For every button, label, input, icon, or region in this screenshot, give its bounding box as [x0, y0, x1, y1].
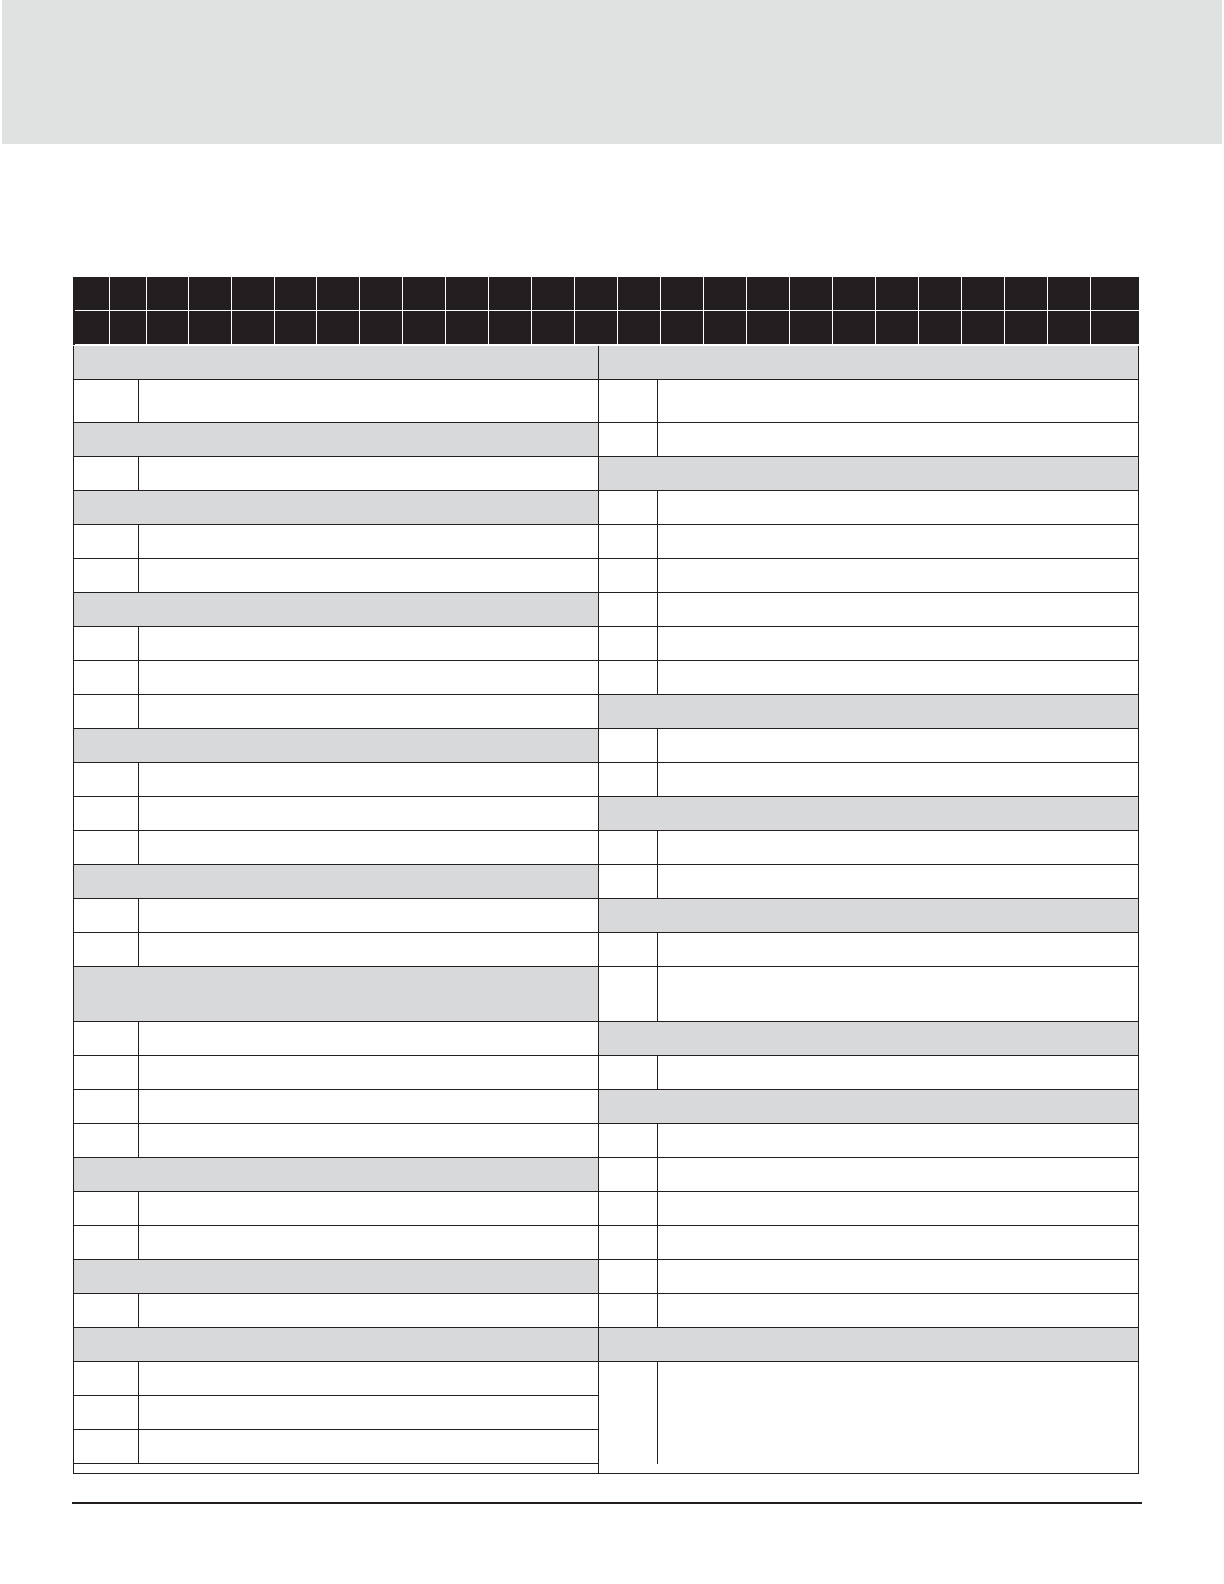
- line-number: [599, 593, 658, 626]
- section-header: [74, 865, 598, 899]
- section-header: [74, 346, 598, 380]
- line-number: [599, 831, 658, 864]
- field-value[interactable]: [658, 380, 1138, 422]
- field-value[interactable]: [139, 661, 598, 694]
- header-grid-cell: [275, 311, 317, 345]
- merged-field[interactable]: [599, 1362, 1138, 1464]
- field-value[interactable]: [139, 797, 598, 830]
- section-title: [74, 1328, 90, 1361]
- section-header: [74, 593, 598, 627]
- form-row: [599, 491, 1138, 525]
- section-header: [74, 729, 598, 763]
- field-value[interactable]: [139, 1090, 598, 1123]
- line-number: [599, 1362, 658, 1464]
- section-title: [599, 1090, 615, 1123]
- field-value[interactable]: [658, 559, 1138, 592]
- form-row: [74, 1430, 598, 1464]
- header-band: [2, 0, 1222, 144]
- line-number: [599, 627, 658, 660]
- header-grid-cell: [919, 311, 962, 345]
- header-grid-cell: [833, 311, 876, 345]
- line-number: [599, 1226, 658, 1259]
- header-grid-cell: [747, 277, 790, 311]
- form-row: [599, 525, 1138, 559]
- form-row: [74, 1056, 598, 1090]
- section-header: [74, 491, 598, 525]
- header-grid-cell: [532, 311, 575, 345]
- header-grid-cell: [1091, 311, 1141, 345]
- form-row: [599, 763, 1138, 797]
- section-header: [599, 797, 1138, 831]
- form-row: [74, 1124, 598, 1158]
- header-grid-cell: [790, 277, 833, 311]
- header-grid-cell: [962, 311, 1005, 345]
- line-number: [599, 380, 658, 422]
- section-header: [599, 1090, 1138, 1124]
- line-number: [599, 729, 658, 762]
- form-row: [74, 899, 598, 933]
- form-row: [599, 593, 1138, 627]
- header-grid: [73, 277, 1139, 345]
- field-value[interactable]: [658, 423, 1138, 456]
- field-value[interactable]: [658, 1158, 1138, 1191]
- header-grid-cell: [75, 277, 110, 311]
- header-grid-cell: [1005, 277, 1048, 311]
- header-grid-cell: [618, 311, 661, 345]
- field-value[interactable]: [139, 933, 598, 966]
- field-value[interactable]: [139, 627, 598, 660]
- field-value[interactable]: [658, 627, 1138, 660]
- line-number: [74, 695, 139, 728]
- section-title: [74, 729, 90, 762]
- line-number: [74, 1396, 139, 1429]
- section-header: [599, 346, 1138, 380]
- section-title: [599, 899, 615, 932]
- form-row: [74, 559, 598, 593]
- section-title: [74, 1260, 90, 1293]
- header-grid-cell: [110, 311, 147, 345]
- field-value[interactable]: [658, 1124, 1138, 1157]
- field-value[interactable]: [139, 380, 598, 422]
- header-grid-cell: [1091, 277, 1141, 311]
- header-grid-cell: [704, 311, 747, 345]
- form-row: [599, 380, 1138, 423]
- line-number: [599, 1158, 658, 1191]
- field-value[interactable]: [139, 1430, 598, 1463]
- form-row: [74, 1192, 598, 1226]
- field-value[interactable]: [139, 1022, 598, 1055]
- field-value[interactable]: [658, 661, 1138, 694]
- header-grid-cell: [747, 311, 790, 345]
- section-title: [599, 797, 615, 830]
- form-row: [74, 1022, 598, 1056]
- form-row: [74, 661, 598, 695]
- form-row: [599, 831, 1138, 865]
- line-number: [74, 627, 139, 660]
- field-value[interactable]: [139, 1124, 598, 1157]
- form-row: [599, 1192, 1138, 1226]
- form-row: [74, 797, 598, 831]
- header-grid-row: [75, 311, 1141, 345]
- header-grid-cell: [360, 311, 403, 345]
- line-number: [599, 1294, 658, 1327]
- form-row: [599, 1124, 1138, 1158]
- line-number: [599, 559, 658, 592]
- form-row: [599, 865, 1138, 899]
- section-header: [74, 1260, 598, 1294]
- header-grid-cell: [575, 311, 618, 345]
- form-row: [74, 1294, 598, 1328]
- form-row: [599, 423, 1138, 457]
- line-number: [74, 899, 139, 932]
- field-value[interactable]: [139, 457, 598, 490]
- form-row: [74, 1362, 598, 1396]
- field-value[interactable]: [658, 1362, 1138, 1464]
- line-number: [74, 457, 139, 490]
- section-header: [74, 423, 598, 457]
- section-header: [599, 1328, 1138, 1362]
- line-number: [74, 797, 139, 830]
- line-number: [74, 525, 139, 558]
- field-value[interactable]: [139, 1396, 598, 1429]
- line-number: [74, 1226, 139, 1259]
- field-value[interactable]: [139, 695, 598, 728]
- right-column: [598, 346, 1139, 1474]
- line-number: [74, 1056, 139, 1089]
- field-value[interactable]: [139, 559, 598, 592]
- line-number: [599, 491, 658, 524]
- section-title: [599, 1328, 615, 1361]
- form-row: [74, 831, 598, 865]
- field-value[interactable]: [658, 1260, 1138, 1293]
- field-value[interactable]: [658, 525, 1138, 558]
- section-title: [74, 593, 90, 626]
- line-number: [74, 380, 139, 422]
- section-title: [74, 423, 90, 456]
- field-value[interactable]: [139, 1192, 598, 1225]
- form-row: [599, 559, 1138, 593]
- header-grid-cell: [661, 277, 704, 311]
- section-title: [599, 1022, 615, 1055]
- line-number: [599, 865, 658, 898]
- form-row: [74, 380, 598, 423]
- form-row: [74, 1226, 598, 1260]
- field-value[interactable]: [658, 1294, 1138, 1327]
- field-value[interactable]: [658, 491, 1138, 524]
- section-title: [74, 346, 90, 379]
- line-number: [599, 423, 658, 456]
- header-grid-cell: [1048, 277, 1091, 311]
- header-grid-cell: [1005, 311, 1048, 345]
- field-value[interactable]: [139, 1362, 598, 1395]
- header-grid-cell: [919, 277, 962, 311]
- form-row: [599, 933, 1138, 967]
- line-number: [74, 831, 139, 864]
- line-number: [599, 1124, 658, 1157]
- form-row: [74, 1090, 598, 1124]
- section-header: [599, 899, 1138, 933]
- form-row: [599, 661, 1138, 695]
- section-header: [599, 457, 1138, 491]
- form-row: [74, 457, 598, 491]
- section-title: [74, 491, 90, 524]
- field-value[interactable]: [658, 729, 1138, 762]
- header-grid-cell: [532, 277, 575, 311]
- field-value[interactable]: [139, 525, 598, 558]
- header-grid-cell: [275, 277, 317, 311]
- header-grid-cell: [110, 277, 147, 311]
- section-title: [74, 967, 90, 1021]
- section-header: [599, 1022, 1138, 1056]
- header-grid-cell: [489, 311, 532, 345]
- section-title: [74, 1158, 90, 1191]
- section-title: [74, 865, 90, 898]
- form-row: [599, 1226, 1138, 1260]
- header-grid-cell: [317, 311, 360, 345]
- form-row: [74, 627, 598, 661]
- header-grid-cell: [189, 311, 232, 345]
- field-value[interactable]: [658, 1226, 1138, 1259]
- header-grid-cell: [317, 277, 360, 311]
- section-title: [599, 457, 615, 490]
- line-number: [74, 933, 139, 966]
- field-value[interactable]: [139, 1226, 598, 1259]
- line-number: [74, 1090, 139, 1123]
- field-value[interactable]: [658, 593, 1138, 626]
- line-number: [599, 1260, 658, 1293]
- field-value[interactable]: [658, 1056, 1138, 1089]
- line-number: [74, 559, 139, 592]
- form-row: [74, 933, 598, 967]
- header-grid-cell: [403, 311, 446, 345]
- field-value[interactable]: [658, 933, 1138, 966]
- header-grid-cell: [575, 277, 618, 311]
- form-row: [599, 1294, 1138, 1328]
- section-header: [74, 967, 598, 1022]
- field-value[interactable]: [658, 967, 1138, 1021]
- footer-rule: [72, 1502, 1142, 1504]
- line-number: [599, 967, 658, 1021]
- line-number: [599, 661, 658, 694]
- left-column: [73, 346, 599, 1474]
- field-value[interactable]: [658, 865, 1138, 898]
- header-grid-cell: [232, 311, 275, 345]
- line-number: [74, 661, 139, 694]
- header-grid-cell: [147, 311, 189, 345]
- form-row: [599, 967, 1138, 1022]
- header-grid-cell: [1048, 311, 1091, 345]
- field-value[interactable]: [139, 763, 598, 796]
- header-grid-cell: [489, 277, 532, 311]
- line-number: [599, 933, 658, 966]
- header-grid-cell: [360, 277, 403, 311]
- header-grid-cell: [661, 311, 704, 345]
- header-grid-cell: [147, 277, 189, 311]
- line-number: [599, 1056, 658, 1089]
- form-row: [599, 1260, 1138, 1294]
- line-number: [74, 1022, 139, 1055]
- form-row: [599, 729, 1138, 763]
- line-number: [74, 1294, 139, 1327]
- header-grid-row: [75, 277, 1141, 311]
- header-grid-cell: [446, 311, 489, 345]
- line-number: [74, 763, 139, 796]
- form-row: [599, 1056, 1138, 1090]
- header-grid-cell: [403, 277, 446, 311]
- form-row: [74, 695, 598, 729]
- line-number: [74, 1124, 139, 1157]
- section-header: [74, 1158, 598, 1192]
- section-header: [74, 1328, 598, 1362]
- header-grid-cell: [876, 277, 919, 311]
- header-grid-cell: [232, 277, 275, 311]
- field-value[interactable]: [658, 763, 1138, 796]
- header-grid-cell: [446, 277, 489, 311]
- header-grid-cell: [790, 311, 833, 345]
- field-value[interactable]: [139, 1056, 598, 1089]
- field-value[interactable]: [658, 1192, 1138, 1225]
- header-grid-cell: [876, 311, 919, 345]
- form-row: [599, 1158, 1138, 1192]
- line-number: [74, 1430, 139, 1463]
- field-value[interactable]: [658, 831, 1138, 864]
- field-value[interactable]: [139, 831, 598, 864]
- form-row: [74, 763, 598, 797]
- header-grid-cell: [833, 277, 876, 311]
- header-grid-cell: [704, 277, 747, 311]
- line-number: [74, 1192, 139, 1225]
- header-grid-cell: [962, 277, 1005, 311]
- form-row: [74, 525, 598, 559]
- section-title: [599, 695, 615, 728]
- header-grid-cell: [189, 277, 232, 311]
- line-number: [599, 525, 658, 558]
- line-number: [74, 1362, 139, 1395]
- section-title: [599, 346, 615, 379]
- field-value[interactable]: [139, 899, 598, 932]
- field-value[interactable]: [139, 1294, 598, 1327]
- form-row: [599, 627, 1138, 661]
- header-grid-cell: [618, 277, 661, 311]
- section-header: [599, 695, 1138, 729]
- header-grid-cell: [75, 311, 110, 345]
- form-row: [74, 1396, 598, 1430]
- line-number: [599, 763, 658, 796]
- line-number: [599, 1192, 658, 1225]
